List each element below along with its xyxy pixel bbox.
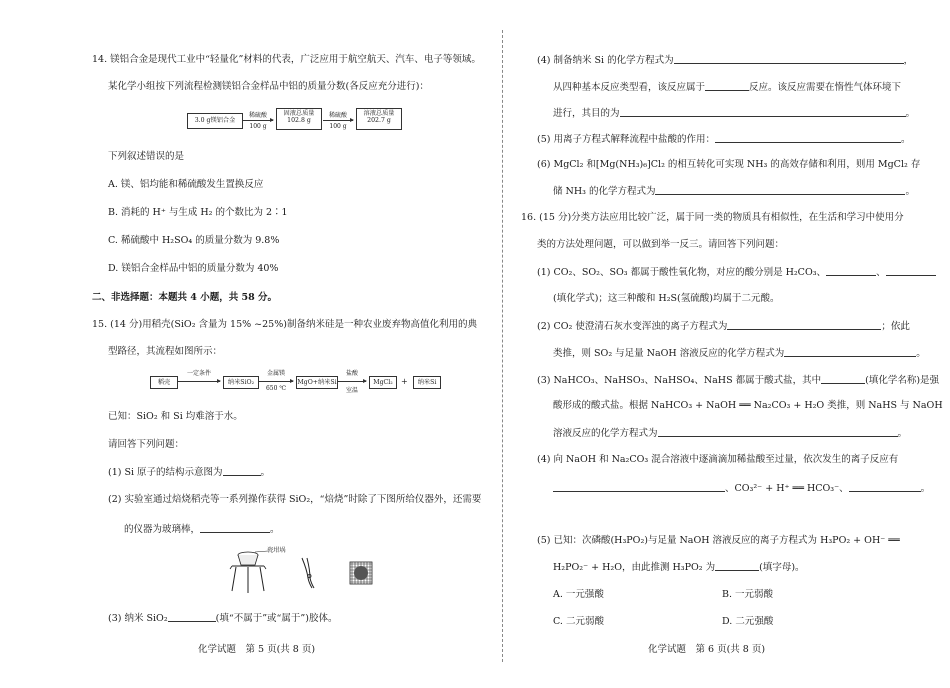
q14-option-c: C. 稀硫酸中 H₂SO₄ 的质量分数为 9.8% [108,235,280,246]
q15-part3-text-a: (3) 纳米 SiO₂ [108,613,168,624]
q14-stem-line2: 某化学小组按下列流程检测镁铝合金样品中铝的质量分数(各反应充分进行)： [108,81,429,92]
q15-stem-line2: 型路径，其流程如图所示： [108,346,223,357]
q16-part3-text: (3) NaHCO₃、NaHSO₃、NaHSO₄、NaHS 都属于酸式盐，其中 [537,375,822,386]
q16-part4-blank1[interactable] [553,483,725,492]
flow1-box2-line2: 102.8 g [287,117,311,125]
q15-part1-end: 。 [260,467,271,478]
section-heading: 二、非选择题：本题共 4 小题，共 58 分。 [92,292,278,303]
flow2-arrow2 [259,381,293,382]
tongs-icon [298,556,320,590]
flow1-arrow2-top: 稀硫酸 [328,112,347,119]
known-info: 已知：SiO₂ 和 Si 均难溶于水。 [108,411,243,422]
q16-part5-line2 [553,562,805,573]
flow1-box-mixture [276,108,322,130]
flow2-box-nano-sio2: 纳米SiO₂ [223,376,259,389]
q15-part5 [537,134,911,145]
q15-part4-line2-b: 反应。该反应需要在惰性气体环境下 [749,82,902,93]
q16-part5-line1: (5) 已知：次磷酸(H₃PO₂)与足量 NaOH 溶液反应的离子方程式为 H₃PO₂ + OH⁻ ══ [537,535,900,546]
q16-part5-option-d: D. 二元强酸 [722,616,774,627]
q15-part2-blank[interactable] [200,524,270,533]
q16-part1-line2: (填化学式)；这三种酸和 H₂S(氢硫酸)均属于二元酸。 [553,293,780,304]
flow1-arrow2 [323,120,353,121]
q16-part3-end: 。 [897,428,908,439]
q15-part6-line1: (6) MgCl₂ 和[Mg(NH₃)₆]Cl₂ 的相互转化可实现 NH₃ 的高效存储和利用，则用 MgCl₂ 存 [537,159,921,170]
flow2-arrow2-bottom: 650 ℃ [265,385,287,392]
q16-stem-line2: 类的方法处理问题，可以做到举一反三。请回答下列问题： [537,239,785,250]
q16-part5-blank[interactable] [715,562,759,571]
q15-stem-line1: 15. (14 分)用稻壳(SiO₂ 含量为 15% ~25%)制备纳米硅是一种农业废弃物高值化利用的典 [92,319,477,330]
flow1-box3-line2: 202.7 g [367,117,391,125]
q15-part3-text-b: (填“不属于”或“属于”)胶体。 [215,613,338,624]
q15-part6-line2 [553,186,915,197]
q14-option-d: D. 镁铝合金样品中铝的质量分数为 40% [108,263,279,274]
q16-part4-mid: 、CO₃²⁻ + H⁺ ══ HCO₃⁻、 [725,483,849,494]
crucible-label: 瓷坩埚 [267,547,286,554]
q16-part2-blank2[interactable] [784,348,916,357]
q16-part1-text: (1) CO₂、SO₂、SO₃ 都属于酸性氧化物，对应的酸分别是 H₂CO₃、 [537,267,827,278]
q15-part3-blank[interactable] [168,613,216,622]
q16-part1-blank1[interactable] [826,267,876,276]
q15-part4-text: (4) 制备纳米 Si 的化学方程式为 [537,55,674,66]
q15-part1 [108,467,270,478]
q16-part4-end: 。 [920,483,931,494]
q16-part1-sep: 、 [876,267,886,278]
flow2-plus: + [401,377,408,386]
q16-part1-blank2[interactable] [886,267,936,276]
q15-part1-text: (1) Si 原子的结构示意图为 [108,467,223,478]
flow2-arrow3-bottom: 室温 [345,387,358,394]
q15-part4-line2-a: 从四种基本反应类型看，该反应属于 [553,82,706,93]
q16-part3-line3-text: 溶液反应的化学方程式为 [553,428,658,439]
q15-part4-line3-text: 进行，其目的为 [553,108,620,119]
q15-part2-text: 的仪器为玻璃棒， [124,524,201,535]
flow1-box-solution [356,108,402,130]
q15-part4-line3-end: 。 [905,108,916,119]
q15-part3 [108,613,337,624]
q16-part3-line2: 酸形成的酸式盐。根据 NaHCO₃ + NaOH ══ Na₂CO₃ + H₂O 类推，则 NaHS 与 NaOH [553,400,943,411]
q16-part2-line1 [537,321,910,332]
page-footer-right: 化学试题 第 6 页(共 8 页) [648,644,766,655]
flow2-box-mgo-si: MgO+纳米Si [296,376,338,389]
flow2-box-mgcl2: MgCl₂ [369,376,397,389]
q15-part2-end: 。 [270,524,280,535]
q16-part2-blank1[interactable] [727,321,881,330]
q16-part4-blank2[interactable] [849,483,921,492]
q14-option-a: A. 镁、铝均能和稀硫酸发生置换反应 [108,179,264,190]
q16-part3-line1 [537,375,939,386]
q15-part5-blank[interactable] [715,134,901,143]
flow1-arrow1-bottom: 100 g [249,123,267,130]
q16-part5-text-b: (填字母)。 [759,562,805,573]
q15-part4-end: ， [903,55,914,66]
q16-part3-blank2[interactable] [658,428,898,437]
q15-part5-end: 。 [900,134,911,145]
q15-part4-line1 [537,55,913,66]
page-footer-left: 化学试题 第 5 页(共 8 页) [198,644,316,655]
flow2-box-nano-si: 纳米Si [413,376,441,389]
q16-part5-option-a: A. 一元强酸 [553,589,604,600]
flow2-arrow1 [178,381,220,382]
q16-part3-blank1[interactable] [821,375,865,384]
q16-part1-line1 [537,267,936,278]
flow1-box-alloy: 3.0 g镁铝合金 [187,113,243,129]
q15-part4-blank2[interactable] [705,82,749,91]
flow2-arrow2-top: 金属镁 [266,370,285,377]
q15-part4-blank1[interactable] [674,55,904,64]
q15-part4-line3 [553,108,915,119]
q16-part2-end: 。 [916,348,926,359]
q15-part1-blank[interactable] [223,467,261,476]
q16-part5-option-c: C. 二元弱酸 [553,616,604,627]
flow1-box3-line1: 溶液总质量 [363,110,395,117]
flow2-arrow3 [338,381,366,382]
q16-part2-text-b: ；依此 [881,321,910,332]
q16-part4-line2 [553,483,930,494]
flow2-arrow3-top: 盐酸 [345,370,358,377]
q15-part6-line2-text: 储 NH₃ 的化学方程式为 [553,186,656,197]
answer-prompt: 请回答下列问题： [108,439,185,450]
q16-part4-line1: (4) 向 NaOH 和 Na₂CO₃ 混合溶液中逐滴滴加稀盐酸至过量，依次发生的离子反应有 [537,454,899,465]
q16-part2-text: (2) CO₂ 使澄清石灰水变浑浊的离子方程式为 [537,321,728,332]
flow1-box2-line1: 固液总质量 [283,110,315,117]
q14-option-b: B. 消耗的 H⁺ 与生成 H₂ 的个数比为 2∶1 [108,207,288,218]
page-divider [502,30,503,662]
q16-part3-line3 [553,428,907,439]
flow2-arrow1-top: 一定条件 [186,370,211,377]
q16-part2-line2-text: 类推，则 SO₂ 与足量 NaOH 溶液反应的化学方程式为 [553,348,785,359]
clay-triangle-gauze-icon [349,561,373,585]
q15-part2-line2 [124,524,280,535]
flow1-arrow1 [243,120,273,121]
q15-part5-text: (5) 用离子方程式解释流程中盐酸的作用： [537,134,715,145]
q15-part2-line1: (2) 实验室通过焙烧稻壳等一系列操作获得 SiO₂，“焙烧”时除了下图所给仪器外，还需要 [108,494,482,505]
q15-part6-blank[interactable] [655,186,905,195]
q16-part3-text-b: (填化学名称)是强 [865,375,940,386]
q16-part5-option-b: B. 一元弱酸 [722,589,774,600]
q16-part5-text: H₂PO₂⁻ + H₂O，由此推测 H₃PO₂ 为 [553,562,716,573]
q16-stem-line1: 16. (15 分)分类方法应用比较广泛，属于同一类的物质具有相似性，在生活和学习中使用分 [521,212,904,223]
q14-question: 下列叙述错误的是 [108,151,185,162]
q15-part4-line2 [553,82,901,93]
flow1-arrow1-top: 稀硫酸 [248,112,267,119]
q16-part2-line2 [553,348,926,359]
q15-part6-end: 。 [905,186,915,197]
q15-part4-blank3[interactable] [620,108,906,117]
flow2-box-rice-husk: 稻壳 [150,376,178,389]
flow1-arrow2-bottom: 100 g [329,123,347,130]
q14-stem-line1: 14. 镁铝合金是现代工业中“轻量化”材料的代表，广泛应用于航空航天、汽车、电子等领域。 [92,54,481,65]
